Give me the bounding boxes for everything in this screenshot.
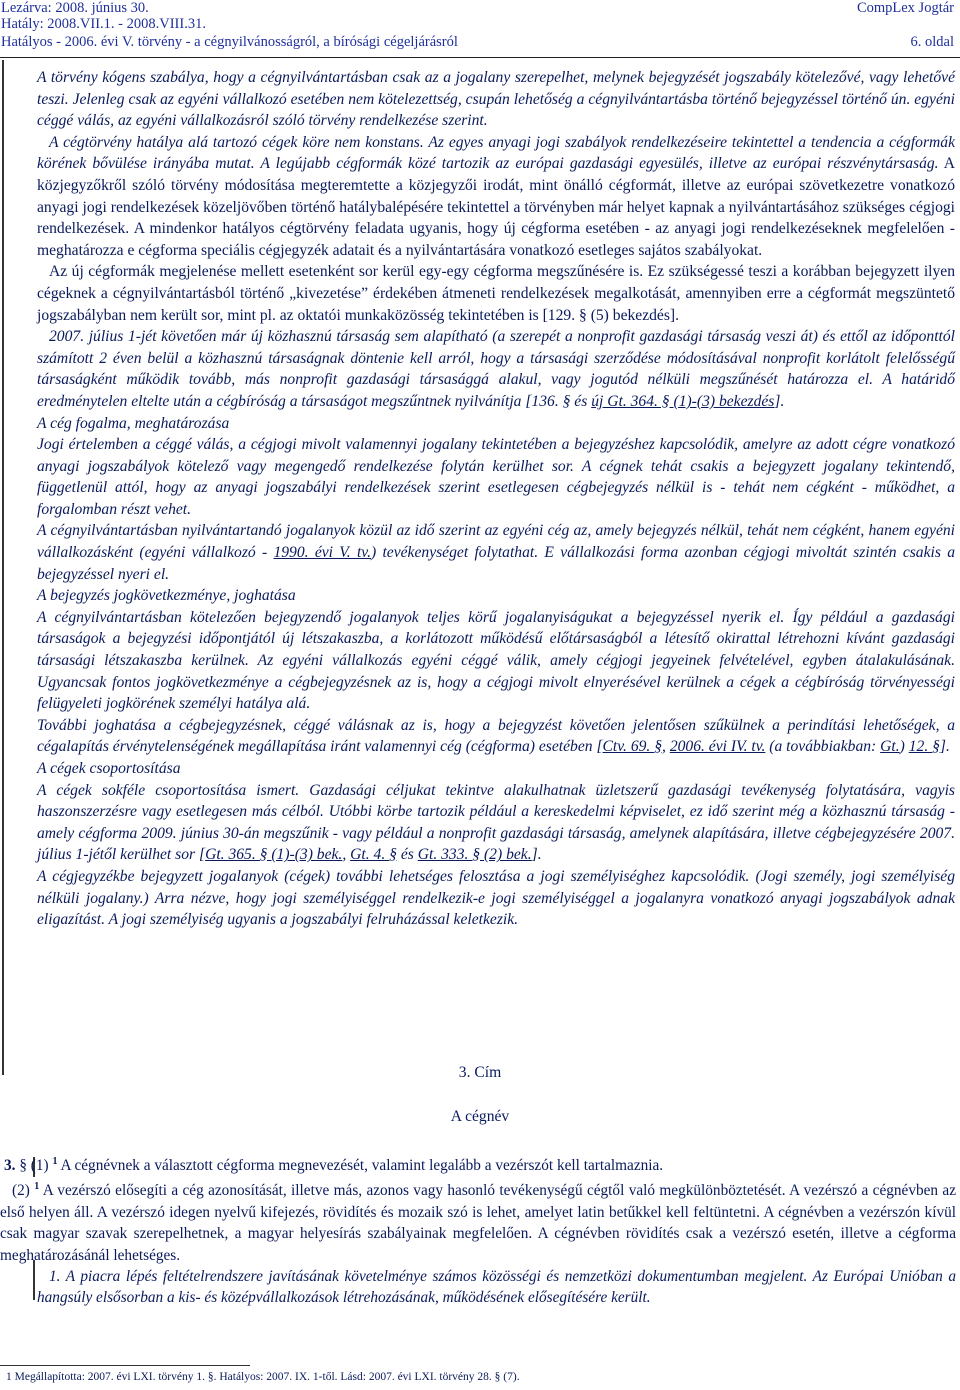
- footnote: 1 Megállapította: 2007. évi LXI. törvény 1. §. Hatályos: 2007. IX. 1-től. Lásd: 2007. évi LXI. törvény 28. § (7).: [6, 1371, 520, 1383]
- paragraph-part: ].: [531, 846, 542, 864]
- paragraph: A cégnyilvántartásban kötelezően bejegyzendő jogalanyok teljes körű jogalanyiságukat a bejegyzéssel nyerik el. Így például a gazdasági társaságok a bejegyzési időpontjától új létszakaszba, a korlátozott működésű előtársaságból a létesítő okirattal létrehozni kívánt gazdasági társasági létszakaszba kerülnek. Az egyéni vállalkozás egyéni céggé válik, amely cégjogi jegyeinek felvételével, egyben átalakulásának. Ugyancsak fontos jogkövetkezménye a cégbejegyzésnek az is, hogy a cégjogi mivolt elnyerésével kerülnek a cégek a cégbíróság törvényességi felügyeleti jogkörének személyi hatálya alá.: [37, 608, 955, 713]
- paragraph: [37, 132, 955, 262]
- paragraph-part: ,: [662, 738, 670, 756]
- footnote-ref-link[interactable]: 1: [52, 1156, 58, 1167]
- paragraph-part: 2007. július 1-jét követően már új közhasznú társaság sem alapítható (a szerepét a nonprofit gazdasági társaság veszi át) és ettől az időponttól számított 2 éven belül a közhasznú társaságnak döntenie kell arról, hogy a társasági szerződése módosításával nonprofit korlátolt felelősségű társaságként működik tovább, más nonprofit gazdasági társasággá alakul, vagy jogutód nélküli megszűnését határozza el. A határidő eredménytelen eltelte után a cégbíróság a társaságot megszűntnek nyilvánítja [136. § és: [37, 328, 955, 410]
- paragraph-italic-part: A cégtörvény hatálya alá tartozó cégek köre nem konstans. Az egyes anyagi jogi szabályok rendelkezéseire tekintettel a tendencia a cégformák körének bővülése irányába mutat. A legújabb cégformák közé tartozik az európai gazdasági egyesülés, illetve az európai részvénytársaság.: [37, 133, 955, 173]
- act-title: Hatályos - 2006. évi V. törvény - a cégnyilvánosságról, a bírósági cégeljárásról: [1, 34, 458, 50]
- law-reference-link[interactable]: Ctv. 69. §: [602, 738, 663, 756]
- brand-name: CompLex Jogtár: [856, 0, 954, 16]
- law-reference-link[interactable]: Gt. 365. § (1)-(3) bek.: [205, 846, 343, 864]
- paragraph: [37, 715, 955, 758]
- paragraph-3-2: [0, 1176, 956, 1266]
- footnote-ref-link[interactable]: 1: [34, 1181, 40, 1193]
- section-number: 3. Cím: [458, 1064, 502, 1081]
- section-heading: A cégek csoportosítása: [37, 760, 181, 777]
- section-3-text: [0, 1151, 956, 1309]
- footnote-divider: [0, 1365, 250, 1366]
- subsection-number: (1): [30, 1157, 49, 1174]
- section-sign: §: [19, 1157, 27, 1174]
- section-title: A cégnév: [450, 1108, 510, 1125]
- law-reference-link[interactable]: Gt. 333. § (2) bek.: [417, 846, 532, 864]
- law-reference-link[interactable]: Gt.: [880, 738, 900, 756]
- paragraph-part: ) tevékenységet folytathat. E vállalkozási forma azonban cégjogi mivoltát szintén csakis a bejegyzéssel nyeri el.: [37, 544, 956, 583]
- paragraph: [37, 326, 955, 412]
- closed-date: Lezárva: 2008. június 30.: [1, 0, 149, 16]
- paragraph-number: 3.: [4, 1157, 16, 1174]
- paragraph-part: ): [899, 738, 909, 756]
- law-reference-link[interactable]: 12. §: [908, 738, 940, 756]
- paragraph: Az új cégformák megjelenése mellett esetenként sor kerül egy-egy cégforma megszűnésére is. Ez szükségessé teszi a korábban bejegyzett ilyen cégeknek a cégnyilvántartásból történő „kivezetése” érdekében átmeneti rendelkezések megalkotását, amennyiben erre a cégformát megszüntető jogszabályban nem került sor, mint pl. az oktatói munkaközösség tekintetében is [129. § (5) bekezdés].: [37, 263, 955, 324]
- subsection-text: A cégnévnek a választott cégforma megnevezését, valamint legalább a vezérszót kell tartalmaznia.: [57, 1157, 664, 1174]
- paragraph: A cégjegyzékbe bejegyzett jogalanyok (cégek) további lehetséges felosztása a jogi személyiséghez kapcsolódik. (Jogi személy, jogi személyiség nélküli jogalany.) Arra nézve, hogy jogi személyiséggel rendelkezik-e jogi személyiséggel a jogalanyra vonatkozó anyagi jogszabályok adnak eligazítást. A jogi személyiség ugyanis a jogszabályi felruházással keletkezik.: [37, 867, 955, 929]
- paragraph-part: További joghatása a cégbejegyzésnek, céggé válásnak az is, hogy a bejegyzést követően jelentősen szűkülnek a perindítási lehetőségek, a cégalapítás érvénytelenségének megállapítása iránt valamennyi cég (cégforma) esetében [: [37, 716, 955, 756]
- paragraph: Jogi értelemben a céggé válás, a cégjogi mivolt valamennyi jogalany tekintetében a bejegyzéshez kapcsolódik, amelyre az adott cégre vonatkozó anyagi jogszabályok kötelező vagy megengedő rendelkezése folytán kerülhet sor. A cégnek tehát csakis a bejegyzett jogalany tekintendő, függetlenül attól, hogy az anyagi jogszabályi rendelkezések szerint esetlegesen cégbejegyzés nélkül is - tehát nem cégként - működhet, a forgalomban részt vehet.: [37, 436, 955, 518]
- paragraph-part: A cégnyilvántartásban nyilvántartandó jogalanyok közül az idő szerint az egyéni cég az, amely bejegyzés nélkül, tehát nem cégként, hanem egyéni vállalkozásként (egyéni vállalkozó -: [37, 522, 955, 562]
- law-reference-link[interactable]: 2006. évi IV. tv.: [669, 738, 766, 756]
- paragraph: A törvény kógens szabálya, hogy a cégnyilvántartásban csak az a jogalany szerepelhet, melynek bejegyzését jogszabály kötelezővé, vagy lehetővé teszi. Jelenleg csak az egyéni vállalkozó esetében nem kötelezettség, csupán lehetőség a cégnyilvántartásba történő bejegyzéssel történő ún. egyéni céggé válás, az egyéni vállalkozásról szóló törvény rendelkezése szerint.: [37, 69, 955, 130]
- subsection-text: A vezérszó elősegíti a cég azonosítását, illetve más, azonos vagy hasonló tevékenységű cégtől való megkülönböztetését. A vezérszó a cégnévben az első helyen áll. A vezérszó idegen nyelvű kifejezés, rövidítés és mozaik szó is lehet, amelyet latin betűkkel kell feltüntetni. A cégnévben a vezérszón kívül csak magyar szavak szerepelhetnek, a magyar helyesírás szabályainak megfelelően. A cégnévben rövidítés csak a vezérszó esetén, illetve a cégforma meghatározásánál lehetséges.: [0, 1182, 956, 1264]
- law-reference-link[interactable]: Gt. 4. §: [350, 846, 397, 864]
- paragraph-part: ].: [939, 738, 950, 756]
- law-reference-link[interactable]: 1990. évi V. tv.: [273, 544, 371, 562]
- annotation-note: 1. A piacra lépés feltételrendszere javításának követelménye számos közösségi és nemzetközi dokumentumban megjelent. Az Európai Unióban a hangsúly elsősorban a kis- és középvállalkozások létrehozásának, működésének elősegítésére került.: [37, 1268, 956, 1307]
- subsection-number: (2): [12, 1182, 30, 1200]
- header-divider: [0, 57, 960, 58]
- paragraph: [37, 520, 955, 585]
- paragraph-part: A közjegyzőkről szóló törvény módosítása megteremtette a közjegyzői irodát, mint önálló cégformát, illetve az európai szövetkezetre vonatkozó anyagi jogi rendelkezések közeljövőben történő hatálybalépésére tekintettel a törvényben már helyet kapnak a nyilvántartásához szükséges cégjogi rendelkezések. A mindenkor hatályos cégtörvény feladata ugyanis, hogy új cégforma esetében - az anyagi jogi rendelkezéseknek megfelelően - meghatározza e cégforma speciális cégjegyzék adatait és a nyilvántartására vonatkozó esetleges sajátos szabályokat.: [37, 155, 955, 259]
- paragraph-part: ].: [774, 392, 785, 410]
- scope-dates: Hatály: 2008.VII.1. - 2008.VIII.31.: [1, 16, 206, 32]
- page-number: 6. oldal: [910, 34, 954, 50]
- paragraph: [37, 780, 955, 866]
- paragraph-part: A cégek sokféle csoportosítása ismert. Gazdasági céljukat tekintve alakulhatnak üzletszerű gazdasági tevékenység folytatására, vagyis haszonszerzésre vagy esetlegesen más célból. Utóbbi körbe tartozik például a kereskedelmi képviselet, ez idő szerint még a közhasznú társaság - amely cégforma 2009. június 30-án megszűnik - vagy például a nonprofit gazdasági társaság, amelynek alapítására, illetve cégbejegyzésére 2007. július 1-jétől kerülhet sor [: [37, 781, 955, 864]
- paragraph-3-1: [0, 1151, 956, 1176]
- section-heading: A cég fogalma, meghatározása: [37, 414, 230, 432]
- paragraph-part: (a továbbiakban:: [765, 738, 881, 756]
- paragraph-part: és: [396, 846, 418, 864]
- document-body: [37, 67, 955, 931]
- law-reference-link[interactable]: új Gt. 364. § (1)-(3) bekezdés: [591, 392, 775, 410]
- paragraph-part: ,: [342, 846, 351, 864]
- section-heading: A bejegyzés jogkövetkezménye, joghatása: [37, 587, 296, 605]
- change-bar: [2, 60, 4, 1075]
